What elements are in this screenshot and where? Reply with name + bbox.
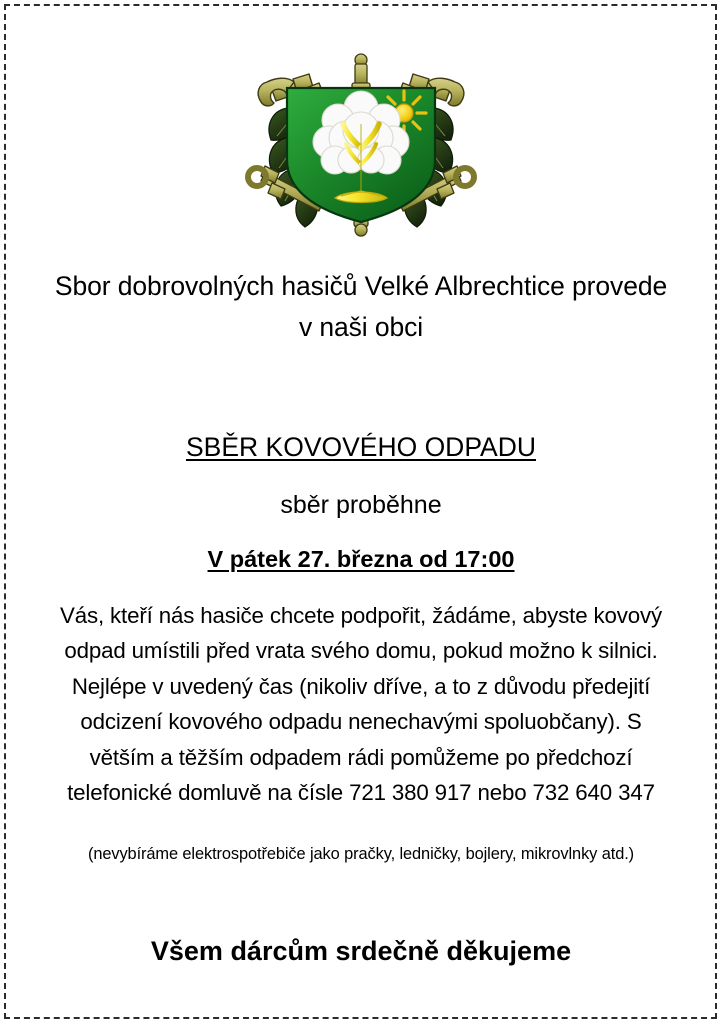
emblem-container — [0, 52, 722, 237]
body-line-phones: telefonické domluvě na čísle 721 380 917 nebo 732 640 347 — [67, 780, 655, 806]
intro-line-1: Sbor dobrovolných hasičů Velké Albrechtice provede — [54, 271, 668, 301]
body-line: odpad umístili před vrata svého domu, pokud možno k silnici. — [64, 638, 658, 664]
event-datetime-text: V pátek 27. března od 17:00 — [207, 546, 515, 572]
event-datetime — [12, 544, 710, 574]
body-line: odcizení kovového odpadu nenechavými spoluobčany). S — [80, 709, 642, 735]
subheading: sběr proběhne — [280, 491, 442, 519]
page-title — [12, 430, 710, 464]
exclusions-note: (nevybíráme elektrospotřebiče jako pračky, ledničky, bojlery, mikrovlnky atd.) — [87, 845, 635, 863]
coat-of-arms-icon — [241, 52, 481, 237]
body-line: větším a těžším odpadem rádi pomůžeme po předchozí — [89, 744, 633, 770]
tree-mound-icon — [335, 192, 387, 203]
body-line: Nejlépe v uvedený čas (nikoliv dříve, a to z důvodu předejití — [71, 673, 651, 699]
body-paragraph — [12, 598, 710, 810]
page-title-text: SBĚR KOVOVÉHO ODPADU — [186, 432, 536, 462]
intro-text — [12, 266, 710, 348]
thanks-message: Všem dárcům srdečně děkujeme — [150, 936, 572, 966]
body-line: Vás, kteří nás hasiče chcete podpořit, žádáme, abyste kovový — [59, 603, 662, 628]
intro-line-2: v naši obci — [298, 312, 424, 342]
